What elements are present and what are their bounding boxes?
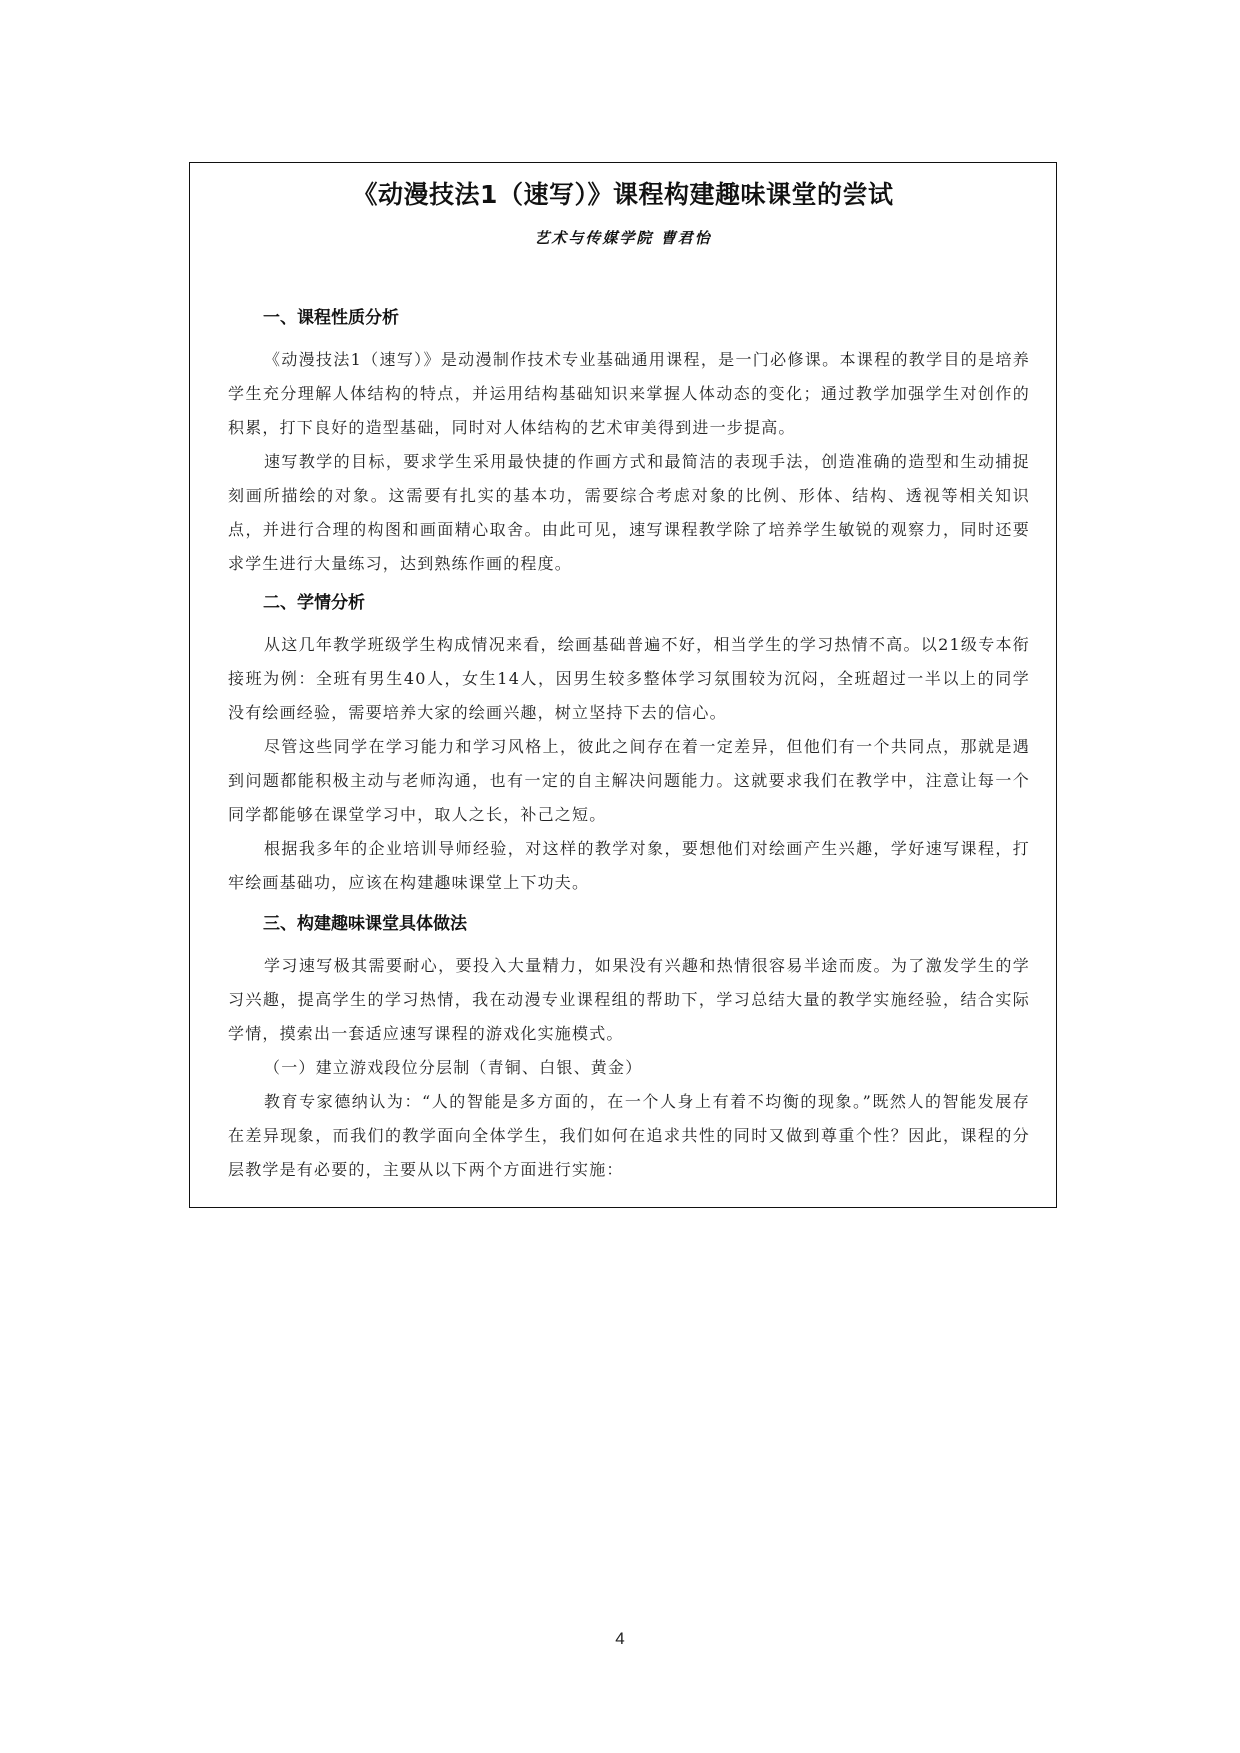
paragraph: 速写教学的目标，要求学生采用最快捷的作画方式和最简洁的表现手法，创造准确的造型和生动捕捉刻画所描绘的对象。这需要有扎实的基本功，需要综合考虑对象的比例、形体、结构、透视等相关知识点，并进行合理的构图和画面精心取舍。由此可见，速写课程教学除了培养学生敏锐的观察力，同时还要求学生进行大量练习，达到熟练作画的程度。	[228, 452, 1030, 573]
content-frame	[189, 162, 1057, 1208]
paragraph: 学习速写极其需要耐心，要投入大量精力，如果没有兴趣和热情很容易半途而废。为了激发学生的学习兴趣，提高学生的学习热情，我在动漫专业课程组的帮助下，学习总结大量的教学实施经验，结合实际学情，摸索出一套适应速写课程的游戏化实施模式。	[228, 956, 1030, 1043]
page-number: 4	[615, 1629, 625, 1648]
document-title: 《动漫技法1（速写）》课程构建趣味课堂的尝试	[352, 180, 894, 209]
paragraph: 从这几年教学班级学生构成情况来看，绘画基础普遍不好，相当学生的学习热情不高。以21级专本衔接班为例：全班有男生40人，女生14人，因男生较多整体学习氛围较为沉闷，全班超过一半以上的同学没有绘画经验，需要培养大家的绘画兴趣，树立坚持下去的信心。	[228, 635, 1030, 722]
subsection-heading-tier-system: （一）建立游戏段位分层制（青铜、白银、黄金）	[264, 1058, 643, 1077]
section-heading-student-analysis: 二、学情分析	[263, 593, 365, 613]
author-line: 艺术与传媒学院 曹君怡	[534, 229, 712, 247]
paragraph: 根据我多年的企业培训导师经验，对这样的教学对象，要想他们对绘画产生兴趣，学好速写课程，打牢绘画基础功，应该在构建趣味课堂上下功夫。	[228, 839, 1030, 892]
paragraph: 尽管这些同学在学习能力和学习风格上，彼此之间存在着一定差异，但他们有一个共同点，那就是遇到问题都能积极主动与老师沟通，也有一定的自主解决问题能力。这就要求我们在教学中，注意让每一个同学都能够在课堂学习中，取人之长，补己之短。	[228, 737, 1030, 824]
section-heading-methods: 三、构建趣味课堂具体做法	[263, 914, 467, 934]
paragraph: 《动漫技法1（速写）》是动漫制作技术专业基础通用课程，是一门必修课。本课程的教学目的是培养学生充分理解人体结构的特点，并运用结构基础知识来掌握人体动态的变化；通过教学加强学生对创作的积累，打下良好的造型基础，同时对人体结构的艺术审美得到进一步提高。	[228, 350, 1030, 437]
paragraph: 教育专家德纳认为：“人的智能是多方面的，在一个人身上有着不均衡的现象。”既然人的智能发展存在差异现象，而我们的教学面向全体学生，我们如何在追求共性的同时又做到尊重个性？因此，课程的分层教学是有必要的，主要从以下两个方面进行实施：	[228, 1092, 1030, 1179]
section-heading-course-nature: 一、课程性质分析	[263, 308, 399, 328]
